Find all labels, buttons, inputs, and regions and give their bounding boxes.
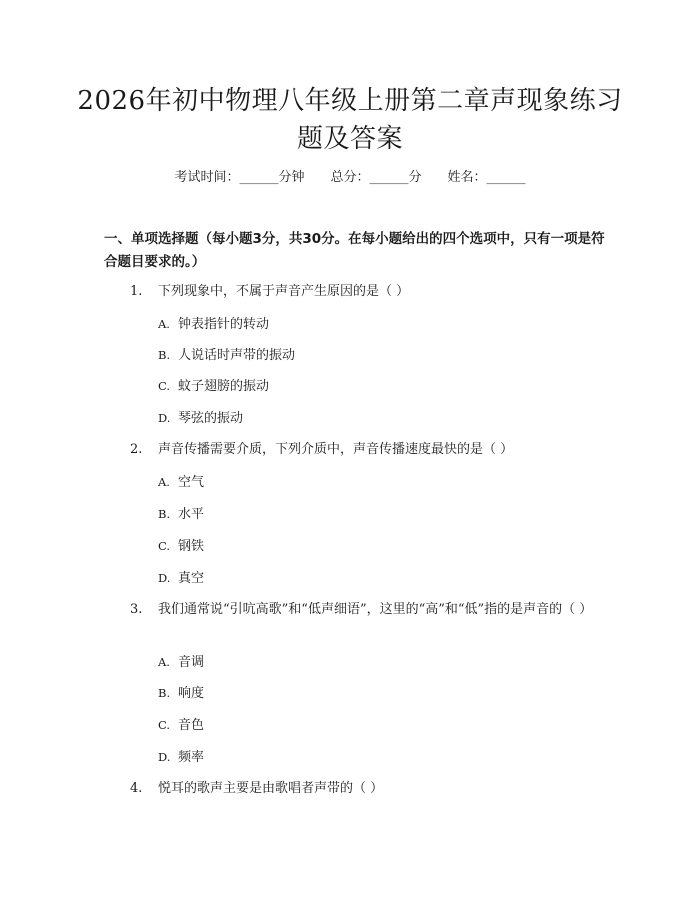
question-number: 2. (130, 442, 143, 457)
question-3-option-a (158, 652, 204, 673)
option-text: 蚊子翅膀的振动 (178, 379, 270, 394)
question-text: 下列现象中，不属于声音产生原因的是（ ） (158, 284, 410, 299)
option-letter: D. (158, 750, 171, 764)
question-1-option-a (158, 314, 269, 335)
option-letter: A. (158, 655, 170, 669)
option-text: 真空 (178, 571, 205, 586)
option-letter: B. (158, 507, 171, 521)
question-4 (104, 777, 614, 800)
option-text: 水平 (178, 507, 205, 522)
question-2 (104, 438, 614, 461)
question-text: 悦耳的歌声主要是由歌唱者声带的（ ） (158, 781, 384, 796)
option-letter: B. (158, 348, 171, 362)
option-letter: C. (158, 379, 171, 393)
option-letter: D. (158, 411, 171, 425)
exam-info-line (0, 168, 700, 188)
question-3-option-c (158, 715, 204, 736)
total-score-field: 总分：______分 (330, 170, 422, 185)
option-letter: B. (158, 686, 171, 700)
question-text: 声音传播需要介质，下列介质中，声音传播速度最快的是（ ） (158, 442, 514, 457)
question-2-option-c (158, 536, 204, 557)
question-1 (104, 280, 614, 303)
option-text: 琴弦的振动 (178, 411, 244, 426)
option-letter: A. (158, 475, 170, 489)
option-text: 钢铁 (178, 539, 205, 554)
question-3-option-b (158, 683, 204, 704)
option-letter: C. (158, 718, 171, 732)
option-letter: C. (158, 539, 171, 553)
option-text: 人说话时声带的振动 (178, 348, 296, 363)
option-text: 钟表指针的转动 (178, 317, 270, 332)
option-text: 频率 (178, 750, 205, 765)
option-letter: A. (158, 317, 170, 331)
document-title: 2026年初中物理八年级上册第二章声现象练习题及答案 (77, 86, 623, 154)
question-2-option-a (158, 472, 204, 493)
option-text: 空气 (178, 475, 205, 490)
question-1-option-c (158, 376, 269, 397)
question-3-option-d (158, 747, 204, 768)
question-number: 1. (130, 284, 143, 299)
exam-time-field: 考试时间：______分钟 (174, 170, 305, 185)
option-text: 响度 (178, 686, 205, 701)
question-number: 4. (130, 781, 143, 796)
option-letter: D. (158, 571, 171, 585)
student-name-field: 姓名：______ (447, 170, 526, 185)
question-2-option-d (158, 568, 204, 589)
question-number: 3. (130, 602, 143, 617)
question-2-option-b (158, 504, 204, 525)
question-1-option-d (158, 408, 243, 429)
option-text: 音色 (178, 718, 205, 733)
question-1-option-b (158, 345, 295, 366)
option-text: 音调 (178, 655, 205, 670)
section-heading-single-choice: 一、单项选择题（每小题3分，共30分。在每小题给出的四个选项中，只有一项是符合题目要求的。） (104, 231, 605, 270)
question-text: 我们通常说“引吭高歌”和“低声细语”，这里的“高”和“低”指的是声音的（ ） (158, 602, 593, 617)
question-3 (104, 598, 614, 621)
